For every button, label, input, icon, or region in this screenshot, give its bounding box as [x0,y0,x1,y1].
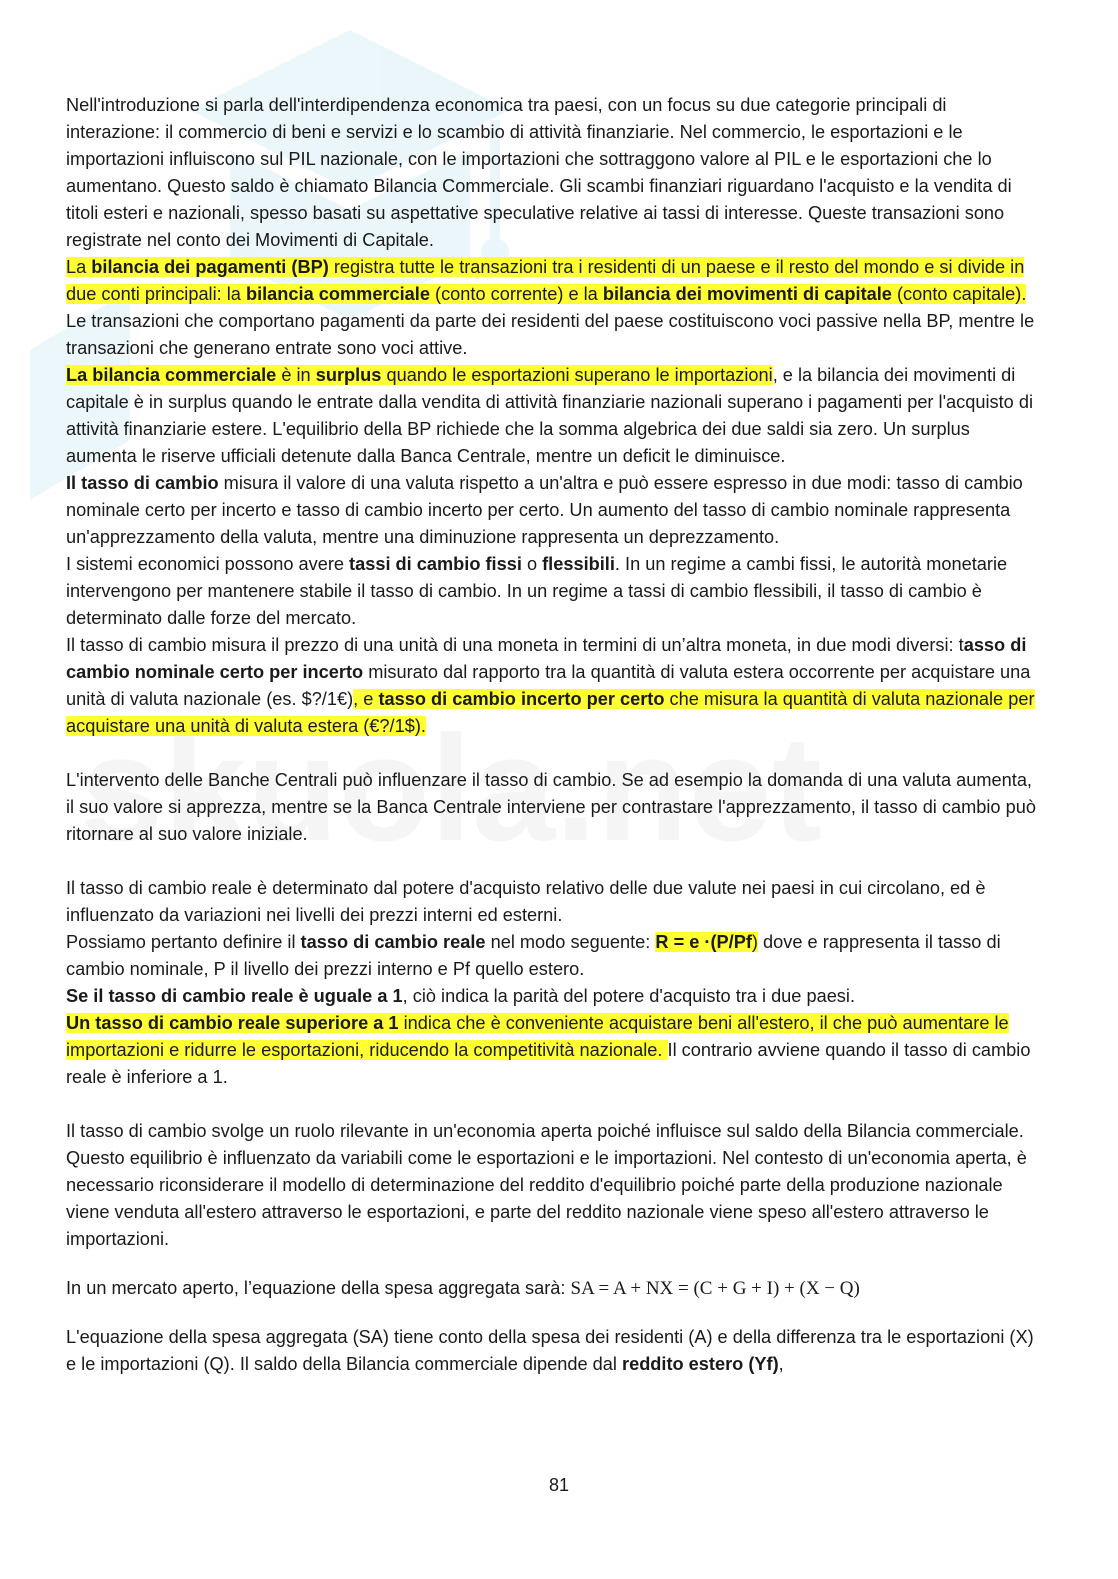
paragraph-bilancia-commerciale [66,362,1036,470]
paragraph-gap [66,740,1036,767]
bold-term: bilancia dei movimenti di capitale [602,284,892,304]
text-span: registra tutte le transazioni tra i residenti di un paese e il resto del mondo e si divide in due conti principali: la [66,257,1025,304]
bold-term: tasso di cambio incerto per certo [378,689,665,709]
paragraph-sistemi [66,551,1036,632]
paragraph-superiore [66,1010,1036,1091]
bold-term: surplus [315,365,382,385]
text-span: Il tasso di cambio reale è determinato dal potere d'acquisto relativo delle due valute nei paesi in cui circolano, ed è influenzato da variazioni nei livelli dei prezzi interni ed esterni. [66,878,986,925]
bold-term: Se il tasso di cambio reale è uguale a 1 [66,986,403,1006]
paragraph-economia-aperta [66,1118,1036,1253]
paragraph-bp [66,254,1036,362]
text-span: Il tasso di cambio svolge un ruolo rilevante in un'economia aperta poiché influisce sul saldo della Bilancia commerciale. Questo equilibrio è influenzato da variabili come le esportazioni e le importazioni. Nel contesto di un'economia aperta, è necessario riconsiderare il modello di determinazione del reddito d'equilibrio poiché parte della produzione nazionale viene venduta all'estero attraverso le esportazioni, e parte del reddito nazionale viene speso all'estero attraverso le importazioni. [66,1121,1027,1249]
text-span: (conto corrente) e la [429,284,603,304]
paragraph-tasso-cambio [66,470,1036,551]
text-span: , e la bilancia dei movimenti di capitale è in surplus quando le entrate dalla vendita di attività finanziarie nazionali superano i pagamenti per l'acquisto di attività finanziarie estere. L'equilibrio della BP richiede che la somma algebrica dei due saldi sia zero. Un surplus aumenta le riserve ufficiali detenute dalla Banca Centrale, mentre un deficit le diminuisce. [66,365,1034,466]
paragraph-banche-centrali [66,767,1036,848]
paragraph-gap [66,1253,1036,1275]
text-span: , ciò indica la parità del potere d'acquisto tra i due paesi. [402,986,855,1006]
paragraph-intro [66,92,1036,254]
text-span: Il contrario avviene quando il tasso di cambio reale è inferiore a 1. [66,1040,1031,1087]
document-body [66,92,1036,1378]
paragraph-gap [66,1302,1036,1324]
text-span: misurato dal rapporto tra la quantità di valuta estera occorrente per acquistare una unità di valuta nazionale (es. $?/1€) [66,662,1031,709]
text-span: Le transazioni che comportano pagamenti da parte dei residenti del paese costituiscono voci passive nella BP, mentre le transazioni che generano entrate sono voci attive. [66,311,1035,358]
text-span: quando le esportazioni superano le importazioni [381,365,773,385]
paragraph-formula-reale [66,929,1036,983]
bold-term: La bilancia commerciale [66,365,277,385]
text-span: è in [276,365,316,385]
paragraph-equazione [66,1275,1036,1302]
text-span: . In un regime a cambi fissi, le autorità monetarie intervengono per mantenere stabile il tasso di cambio. In un regime a tassi di cambio flessibili, il tasso di cambio è determinato dalle forze del mercato. [66,554,1008,628]
page-number: 81 [548,1475,570,1495]
text-span: Nell'introduzione si parla dell'interdipendenza economica tra paesi, con un focus su due categorie principali di interazione: il commercio di beni e servizi e lo scambio di attività finanziarie. Nel commercio, le esportazioni e le importazioni influiscono sul PIL nazionale, con le importazioni che sottraggono valore al PIL e le esportazioni che lo aumentano. Questo saldo è chiamato Bilancia Commerciale. Gli scambi finanziari riguardano l'acquisto e la vendita di titoli esteri e nazionali, spesso basati su aspettative speculative relative ai tassi di interesse. Queste transazioni sono registrate nel conto dei Movimenti di Capitale. [66,95,1012,250]
text-span: (conto capitale). [891,284,1027,304]
bold-term: reddito estero (Yf) [622,1354,779,1374]
text-span: I sistemi economici possono avere [66,554,350,574]
text-span: dove e rappresenta il tasso di cambio nominale, P il livello dei prezzi interno e Pf quello estero. [66,932,1001,979]
text-span: indica che è conveniente acquistare beni all'estero, il che può aumentare le importazioni e ridurre le esportazioni, riducendo la competitività nazionale. [66,1013,1009,1060]
bold-term: tassi di cambio fissi [349,554,522,574]
text-span: L'equazione della spesa aggregata (SA) tiene conto della spesa dei residenti (A) e della differenza tra le esportazioni (X) e le importazioni (Q). Il saldo della Bilancia commerciale dipende dal [66,1327,1034,1374]
paragraph-prezzo-moneta [66,632,1036,740]
text-span: , e [353,689,379,709]
bold-term: Un tasso di cambio reale superiore a 1 [66,1013,399,1033]
paragraph-parita [66,983,1036,1010]
highlight-surplus [66,365,773,385]
paragraph-spesa-aggregata [66,1324,1036,1378]
text-span: Il tasso di cambio misura il prezzo di una unità di una moneta in termini di un’altra moneta, in due modi diversi: t [66,635,964,655]
text-span: La [66,257,92,277]
equation-spesa-aggregata: SA = A + NX = (C + G + I) + (X − Q) [570,1278,860,1299]
paragraph-gap [66,848,1036,875]
highlight-bp [66,257,1026,304]
bold-term: tasso di cambio reale [300,932,486,952]
bold-term: bilancia dei pagamenti (BP) [91,257,329,277]
text-span: , [778,1354,784,1374]
bold-term: Il tasso di cambio [66,473,219,493]
bold-term: bilancia commerciale [245,284,430,304]
text-span: o [521,554,543,574]
text-span: L'intervento delle Banche Centrali può influenzare il tasso di cambio. Se ad esempio la domanda di una valuta aumenta, il suo valore si apprezza, mentre se la Banca Centrale interviene per contrastare l'apprezzamento, il tasso di cambio può ritornare al suo valore iniziale. [66,770,1036,844]
text-span: ) [751,932,758,952]
text-span: nel modo seguente: [485,932,656,952]
bold-term: asso di cambio nominale certo per incerto [66,635,1027,682]
highlight-formula [655,932,758,952]
paragraph-cambio-reale [66,875,1036,929]
text-span: In un mercato aperto, l’equazione della spesa aggregata sarà: [66,1278,571,1298]
text-span: che misura la quantità di valuta nazionale per acquistare una unità di valuta estera (€?/1$). [66,689,1035,736]
text-span: misura il valore di una valuta rispetto a un'altra e può essere espresso in due modi: tasso di cambio nominale certo per incerto e tasso di cambio incerto per certo. Un aumento del tasso di cambio nominale rappresenta un'apprezzamento della valuta, mentre una diminuzione rappresenta un deprezzamento. [66,473,1023,547]
bold-term: R = e ·(P/Pf [655,932,752,952]
paragraph-gap [66,1091,1036,1118]
bold-term: flessibili [542,554,615,574]
text-span: Possiamo pertanto definire il [66,932,301,952]
